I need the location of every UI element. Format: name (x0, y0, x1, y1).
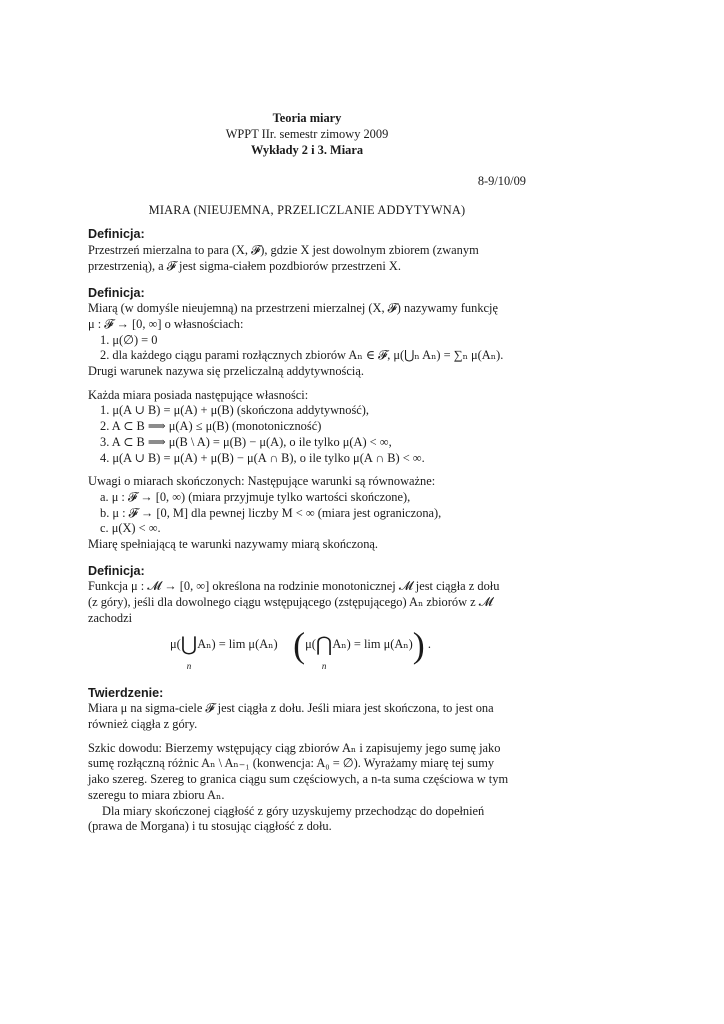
finite-intro: Uwagi o miarach skończonych: Następujące warunki są równoważne: (88, 474, 436, 489)
document-subtitle: WPPT IIr. semestr zimowy 2009 (225, 127, 389, 141)
proof-line-4: szeregu to miara zbioru Aₙ. (88, 787, 225, 802)
property-item-4: 4. μ(A ∪ B) = μ(A) + μ(B) − μ(A ∩ B), o ile tylko μ(A ∩ B) < ∞. (100, 450, 425, 465)
proof-line-6: (prawa de Morgana) i tu stosując ciągłość z dołu. (88, 819, 332, 834)
formula-end: . (427, 636, 431, 651)
open-paren: ( (293, 624, 306, 665)
lecture-date: 8-9/10/09 (477, 174, 526, 188)
document-title: Teoria miary (272, 111, 342, 125)
definition-1-line-2: przestrzenią), a 𝓕 jest sigma-ciałem pozdbiorów przestrzeni X. (88, 258, 401, 273)
theorem-line-2: również ciągła z góry. (88, 716, 198, 731)
definition-heading-2: Definicja: (88, 285, 145, 300)
definition-3-line-3: zachodzi (88, 610, 133, 625)
property-item-3: 3. A ⊂ B ⟹ μ(B \ A) = μ(B) − μ(A), o ile tylko μ(A) < ∞, (100, 434, 392, 449)
document-header (88, 110, 526, 158)
union-subscript: n (186, 660, 192, 671)
theorem-heading: Twierdzenie: (88, 685, 164, 700)
finite-item-c: c. μ(X) < ∞. (100, 521, 161, 536)
formula-left-b: Aₙ) = lim μ(Aₙ) (197, 636, 278, 651)
definition-2-item-2: 2. dla każdego ciągu parami rozłącznych zbiorów Aₙ ∈ 𝓕, μ(⋃ₙ Aₙ) = ∑ₙ μ(Aₙ). (100, 348, 504, 363)
property-item-1: 1. μ(A ∪ B) = μ(A) + μ(B) (skończona addytywność), (100, 403, 369, 418)
document-page (88, 110, 526, 835)
lecture-title: Wykłady 2 i 3. Miara (250, 143, 364, 157)
definition-heading-1: Definicja: (88, 227, 145, 242)
definition-3-line-1: Funkcja μ : 𝓜 → [0, ∞] określona na rodzinie monotonicznej 𝓜 jest ciągła z dołu (88, 579, 500, 594)
continuity-formula (88, 624, 526, 675)
close-paren: ) (412, 624, 425, 665)
union-symbol: ⋃ (180, 633, 198, 656)
finite-outro: Miarę spełniającą te warunki nazywamy miarą skończoną. (88, 537, 379, 552)
proof-line-3: jako szereg. Szereg to granica ciągu sum częściowych, a n-ta suma częściowa w tym (88, 772, 509, 787)
finite-item-b: b. μ : 𝓕 → [0, M] dla pewnej liczby M < ∞ (miara jest ograniczona), (100, 505, 442, 520)
section-title: MIARA (NIEUJEMNA, PRZELICZLANIE ADDYTYWNA) (148, 202, 466, 217)
intersection-subscript: n (321, 660, 327, 671)
definition-1-line-1: Przestrzeń mierzalna to para (X, 𝓕), gdzie X jest dowolnym zbiorem (zwanym (88, 243, 479, 258)
finite-item-a: a. μ : 𝓕 → [0, ∞) (miara przyjmuje tylko wartości skończone), (100, 489, 411, 504)
definition-2-line-3: Drugi warunek nazywa się przeliczalną addytywnością. (88, 364, 364, 379)
formula-right-b: Aₙ) = lim μ(Aₙ) (332, 636, 413, 651)
definition-2-line-2: μ : 𝓕 → [0, ∞] o własnościach: (88, 316, 244, 331)
definition-3-line-2: (z góry), jeśli dla dowolnego ciągu wstępującego (zstępującego) Aₙ zbiorów z 𝓜 (88, 595, 493, 610)
definition-heading-3: Definicja: (88, 563, 145, 578)
theorem-line-1: Miara μ na sigma-ciele 𝓕 jest ciągła z dołu. Jeśli miara jest skończona, to jest ona (88, 701, 494, 716)
proof-line-1: Szkic dowodu: Bierzemy wstępujący ciąg zbiorów Aₙ i zapisujemy jego sumę jako (88, 740, 501, 755)
formula-right-a: μ( (305, 636, 316, 651)
proof-line-5: Dla miary skończonej ciągłość z góry uzyskujemy przechodząc do dopełnień (102, 803, 485, 818)
intersection-symbol: ⋂ (315, 633, 333, 656)
formula-left-a: μ( (170, 636, 181, 651)
proof-line-2: sumę rozłączną różnic Aₙ \ Aₙ₋₁ (konwencja: A₀ = ∅). Wyrażamy miarę tej sumy (88, 756, 495, 771)
properties-intro: Każda miara posiada następujące własności: (88, 387, 309, 402)
property-item-2: 2. A ⊂ B ⟹ μ(A) ≤ μ(B) (monotoniczność) (100, 419, 322, 434)
definition-2-line-1: Miarą (w domyśle nieujemną) na przestrzeni mierzalnej (X, 𝓕) nazywamy funkcję (88, 301, 498, 316)
definition-2-item-1: 1. μ(∅) = 0 (100, 332, 158, 347)
